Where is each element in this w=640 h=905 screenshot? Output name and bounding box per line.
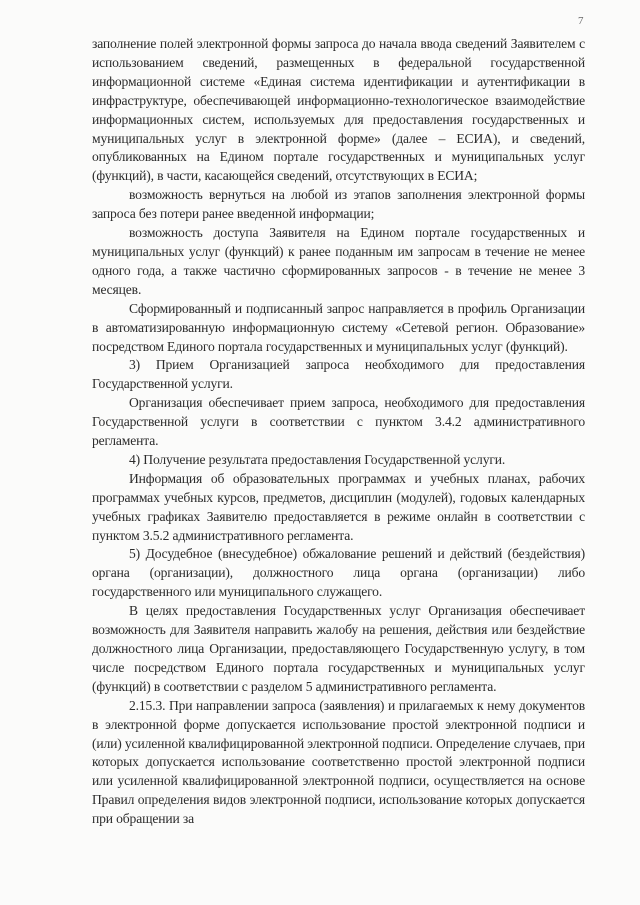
paragraph-program-info: Информация об образовательных программах и учебных планах, рабочих программах учебных курсов, предметов, дисциплин (модулей), годовых календарных учебных графиках Заявителю предоставляется в режиме онлайн в соответствии с пунктом 3.5.2 административного регламента.: [92, 470, 585, 543]
paragraph-complaint: В целях предоставления Государственных услуг Организация обеспечивает возможность для Заявителя направить жалобу на решения, действия или бездействие должностного лица Организации, предоставляющего Государственную услугу, в том числе посредством Единого портала государственных и муниципальных услуг (функций) в соответствии с разделом 5 административного регламента.: [92, 603, 585, 694]
paragraph-return-to-stage: возможность вернуться на любой из этапов заполнения электронной формы запроса без потери ранее введенной информации;: [92, 187, 585, 222]
paragraph-request-sent: Сформированный и подписанный запрос направляется в профиль Организации в автоматизированную информационную систему «Сетевой регион. Образование» посредством Единого портала государственных и муниципальных услуг (функций).: [92, 300, 585, 354]
paragraph-esia-autofill: заполнение полей электронной формы запроса до начала ввода сведений Заявителем с использованием сведений, размещенных в федеральной государственной информационной системе «Единая система идентификации и аутентификации в инфраструктуре, обеспечивающей информационно-технологическое взаимодействие информационных систем, используемых для предоставления государственных и муниципальных услуг в электронной форме» (далее – ЕСИА), и сведений, опубликованных на Едином портале государственных и муниципальных услуг (функций), в части, касающейся сведений, отсутствующих в ЕСИА;: [92, 36, 585, 184]
paragraph-item-4-heading: 4) Получение результата предоставления Государственной услуги.: [129, 451, 506, 467]
document-body: [92, 35, 585, 829]
paragraph-item-3-heading: 3) Прием Организацией запроса необходимого для предоставления Государственной услуги.: [92, 357, 585, 392]
paragraph-item-5-heading: 5) Досудебное (внесудебное) обжалование решений и действий (бездействия) органа (организации), должностного лица органа (организации) либо государственного или муниципального служащего.: [92, 546, 585, 600]
paragraph-access-to-requests: возможность доступа Заявителя на Едином портале государственных и муниципальных услуг (функций) к ранее поданным им запросам в течение не менее одного года, а также частично сформированных запросов - в течение не менее 3 месяцев.: [92, 225, 585, 297]
page-number: 7: [578, 15, 584, 27]
paragraph-request-acceptance: Организация обеспечивает прием запроса, необходимого для предоставления Государственной услуги в соответствии с пунктом 3.4.2 административного регламента.: [92, 395, 585, 449]
paragraph-2-15-3: 2.15.3. При направлении запроса (заявления) и прилагаемых к нему документов в электронной форме допускается использование простой электронной подписи и (или) усиленной квалифицированной электронной подписи. Определение случаев, при которых допускается использование соответственно простой электронной подписи или усиленной квалифицированной электронной подписи, осуществляется на основе Правил определения видов электронной подписи, использование которых допускается при обращении за: [92, 697, 585, 827]
